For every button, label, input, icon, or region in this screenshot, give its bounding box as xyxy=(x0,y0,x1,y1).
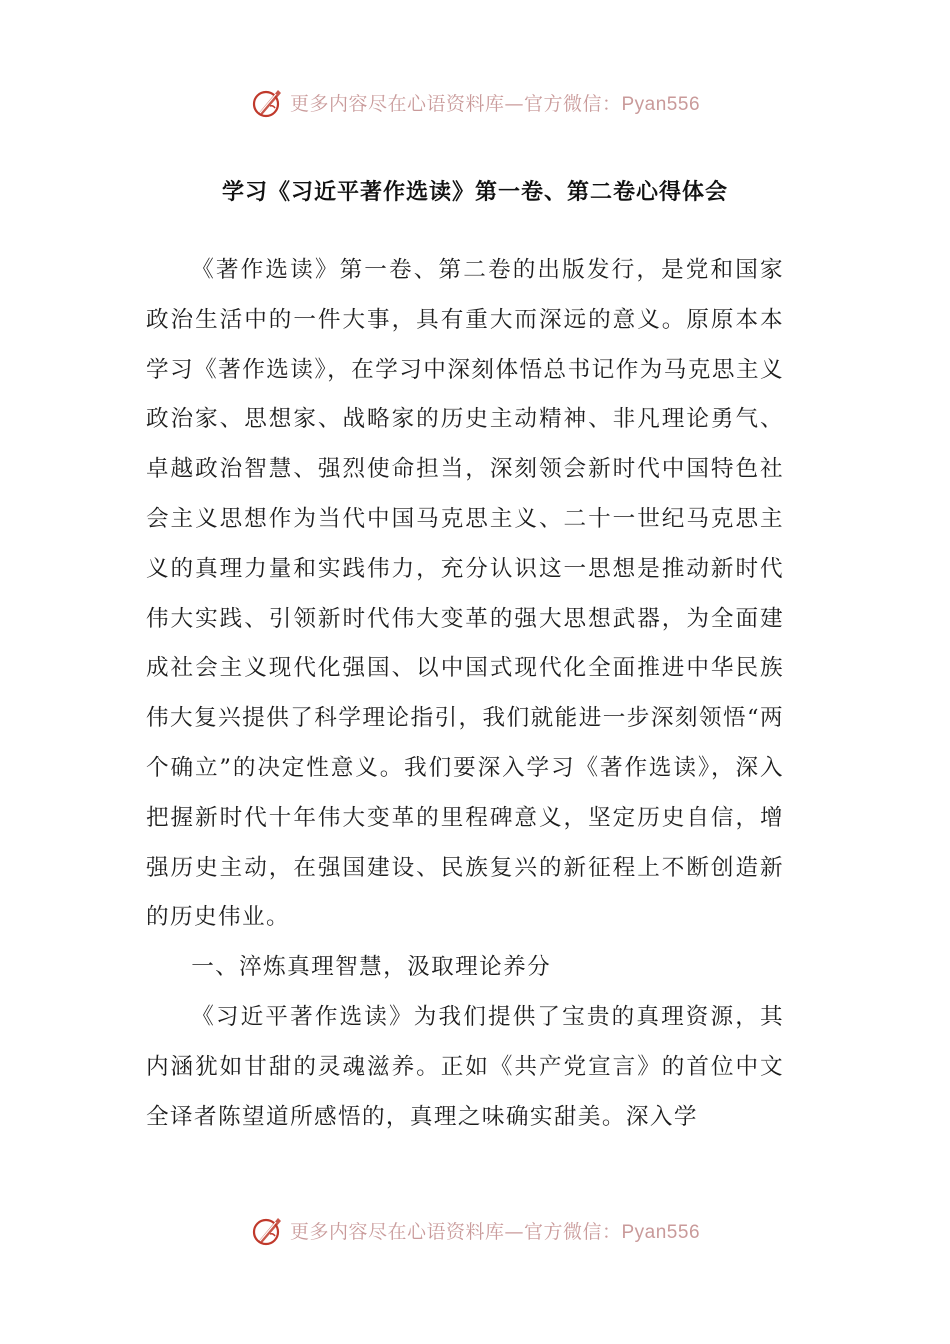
feather-pen-logo-icon xyxy=(250,1212,286,1248)
paragraph: 《习近平著作选读》为我们提供了宝贵的真理资源，其内涵犹如甘甜的灵魂滋养。正如《共产党宣言》的首位中文全译者陈望道所感悟的，真理之味确实甜美。深入学 xyxy=(146,1003,784,1130)
section-heading: 一、淬炼真理智慧，汲取理论养分 xyxy=(191,954,552,981)
wechat-id: Pyan556 xyxy=(621,93,701,115)
footer-banner xyxy=(0,1208,950,1252)
wechat-id: Pyan556 xyxy=(621,1221,701,1243)
document-body xyxy=(146,246,784,1142)
paragraph: 《著作选读》第一卷、第二卷的出版发行，是党和国家政治生活中的一件大事，具有重大而深远的意义。原原本本学习《著作选读》，在学习中深刻体悟总书记作为马克思主义政治家、思想家、战略家的历史主动精神、非凡理论勇气、卓越政治智慧、强烈使命担当，深刻领会新时代中国特色社会主义思想作为当代中国马克思主义、二十一世纪马克思主义的真理力量和实践伟力，充分认识这一思想是推动新时代伟大实践、引领新时代伟大变革的强大思想武器，为全面建成社会主义现代化强国、以中国式现代化全面推进中华民族伟大复兴提供了科学理论指引，我们就能进一步深刻领悟“两个确立”的决定性意义。我们要深入学习《著作选读》，深入把握新时代十年伟大变革的里程碑意义，坚定历史自信，增强历史主动，在强国建设、民族复兴的新征程上不断创造新的历史伟业。 xyxy=(146,257,784,931)
feather-pen-logo-icon xyxy=(250,84,286,120)
header-banner xyxy=(0,80,950,124)
document-title: 学习《习近平著作选读》第一卷、第二卷心得体会 xyxy=(221,180,728,205)
banner-text: 更多内容尽在心语资料库—官方微信：Pyan556 xyxy=(289,1220,701,1243)
banner-text: 更多内容尽在心语资料库—官方微信：Pyan556 xyxy=(289,92,701,115)
